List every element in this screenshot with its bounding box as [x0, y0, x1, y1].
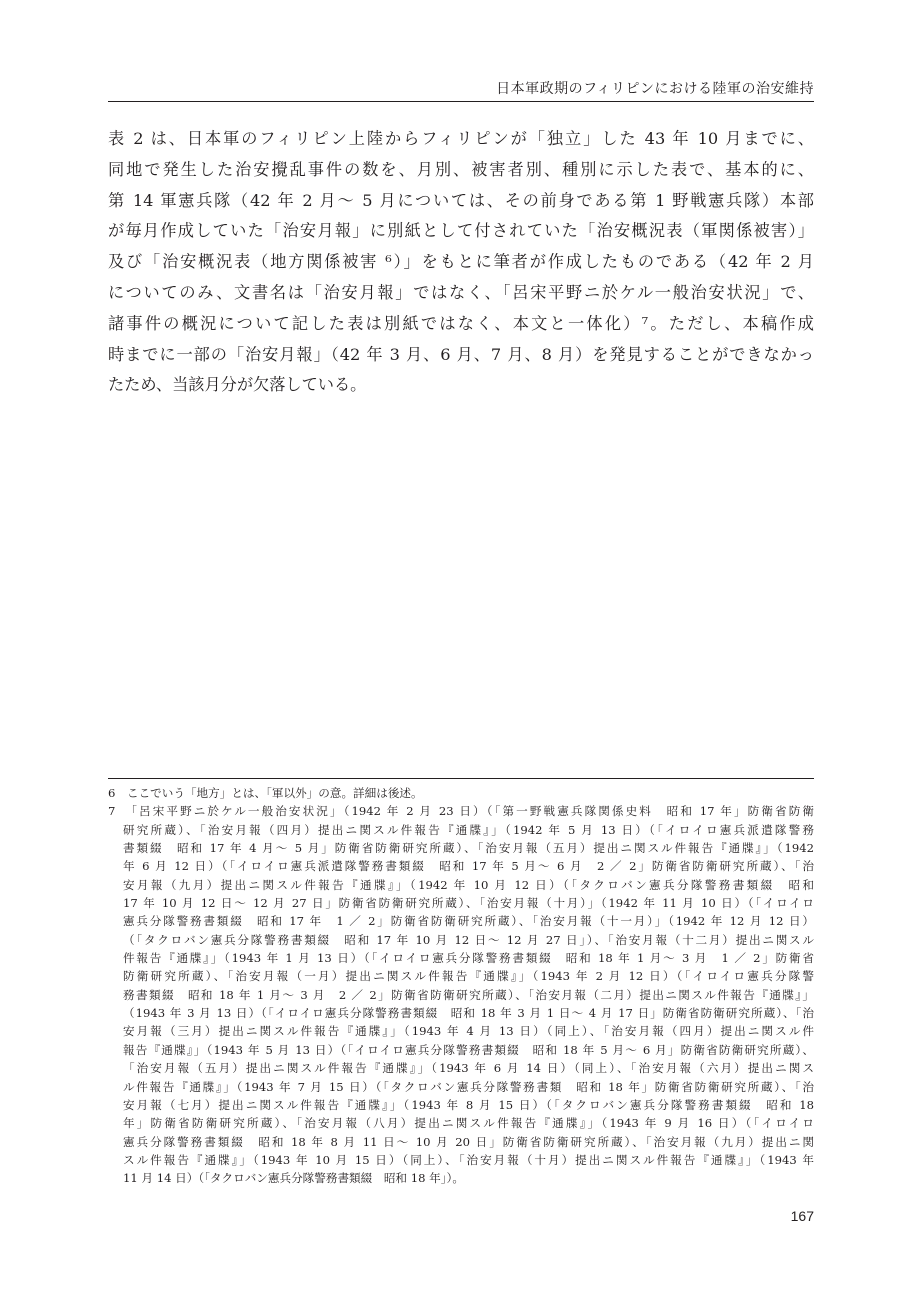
- footnote-line: （1943 年 3 月 13 日）（「イロイロ憲兵分隊警務書類綴 昭和 18 年 3 月 1 日～ 4 月 17 日」防衛省防衛研究所蔵）、「治: [123, 1006, 814, 1021]
- running-head: 日本軍政期のフィリピンにおける陸軍の治安維持: [496, 81, 814, 97]
- footnote-rule: [108, 778, 814, 779]
- footnote-line: 防衛研究所蔵）、「治安月報（一月）提出ニ関スル件報告『通牒』」（1943 年 2 月 12 日）（「イロイロ憲兵分隊警: [123, 969, 814, 984]
- footnote-line: 報告『通牒』」（1943 年 5 月 13 日）（「イロイロ憲兵分隊警務書類綴 昭和 18 年 5 月～ 6 月」防衛省防衛研究所蔵）、: [123, 1042, 814, 1057]
- footnote-line: 17 年 10 月 12 日～ 12 月 27 日」防衛省防衛研究所蔵）、「治安月報（十月）」（1942 年 11 月 10 日）（「イロイロ: [123, 896, 814, 911]
- footnotes: [108, 784, 814, 1188]
- footnote-7: 7 「呂宋平野ニ於ケル一般治安状況」（1942 年 2 月 23 日）（「第一野戦憲兵隊関係史料 昭和 17 年」防衛省防衛: [108, 804, 814, 819]
- footnote-line: 年 6 月 12 日）（「イロイロ憲兵派遣隊警務書類綴 昭和 17 年 5 月～ 6 月 2 ／ 2」防衛省防衛研究所蔵）、「治: [123, 859, 814, 874]
- footnote-line: 件報告『通牒』」（1943 年 1 月 13 日）（「イロイロ憲兵分隊警務書類綴 昭和 18 年 1 月～ 3 月 1 ／ 2」防衛省: [123, 951, 814, 966]
- body-paragraph: [108, 124, 814, 401]
- body-line: が毎月作成していた「治安月報」に別紙として付されていた「治安概況表（軍関係被害）」: [108, 221, 814, 241]
- header-rule: [108, 101, 814, 102]
- body-line: 第 14 軍憲兵隊（42 年 2 月～ 5 月については、その前身である第 1 野戦憲兵隊）本部: [108, 190, 814, 210]
- footnote-line: 研究所蔵）、「治安月報（四月）提出ニ関スル件報告『通牒』」（1942 年 5 月 13 日）（「イロイロ憲兵派遣隊警務: [123, 822, 814, 837]
- footnote-line: 務書類綴 昭和 18 年 1 月～ 3 月 2 ／ 2」防衛省防衛研究所蔵）、「治安月報（二月）提出ニ関スル件報告『通牒』」: [123, 987, 814, 1002]
- footnote-line: 憲兵分隊警務書類綴 昭和 17 年 1 ／ 2」防衛省防衛研究所蔵）、「治安月報（十一月）」（1942 年 12 月 12 日）: [123, 914, 814, 929]
- footnote-line: 書類綴 昭和 17 年 4 月～ 5 月」防衛省防衛研究所蔵）、「治安月報（五月）提出ニ関スル件報告『通牒』」（1942: [123, 841, 814, 856]
- body-line: 諸事件の概況について記した表は別紙ではなく、本文と一体化）⁷。ただし、本稿作成: [108, 313, 814, 333]
- page-number: 167: [790, 1208, 814, 1224]
- body-line: についてのみ、文書名は「治安月報」ではなく、「呂宋平野ニ於ケル一般治安状況」で、: [108, 282, 814, 302]
- footnote-line: 「治安月報（五月）提出ニ関スル件報告『通牒』」（1943 年 6 月 14 日）（同上）、「治安月報（六月）提出ニ関ス: [123, 1061, 814, 1076]
- footnote-line: 憲兵分隊警務書類綴 昭和 18 年 8 月 11 日～ 10 月 20 日」防衛省防衛研究所蔵）、「治安月報（九月）提出ニ関: [123, 1134, 814, 1149]
- footnote-line: 11 月 14 日）（「タクロバン憲兵分隊警務書類綴 昭和 18 年」）。: [123, 1171, 464, 1186]
- body-line: 時までに一部の「治安月報」（42 年 3 月、6 月、7 月、8 月）を発見することができなかっ: [108, 344, 814, 364]
- body-line: 及び「治安概況表（地方関係被害 ⁶）」をもとに筆者が作成したものである（42 年 2 月: [108, 252, 814, 272]
- footnote-line: 安月報（三月）提出ニ関スル件報告『通牒』」（1943 年 4 月 13 日）（同上）、「治安月報（四月）提出ニ関スル件: [123, 1024, 814, 1039]
- body-line: 表 2 は、日本軍のフィリピン上陸からフィリピンが「独立」した 43 年 10 月までに、: [108, 129, 814, 148]
- footnote-line: 安月報（七月）提出ニ関スル件報告『通牒』」（1943 年 8 月 15 日）（「タクロバン憲兵分隊警務書類綴 昭和 18: [123, 1097, 814, 1112]
- body-line: たため、当該月分が欠落している。: [108, 375, 367, 395]
- footnote-line: （「タクロバン憲兵分隊警務書類綴 昭和 17 年 10 月 12 日～ 12 月 27 日」）、「治安月報（十二月）提出ニ関スル: [123, 932, 814, 947]
- footnote-line: 安月報（九月）提出ニ関スル件報告『通牒』」（1942 年 10 月 12 日）（「タクロバン憲兵分隊警務書類綴 昭和: [123, 877, 814, 892]
- footnote-line: ル件報告『通牒』」（1943 年 7 月 15 日）（「タクロバン憲兵分隊警務書類 昭和 18 年」防衛省防衛研究所蔵）、「治: [123, 1079, 814, 1094]
- footnote-6: 6 ここでいう「地方」とは、「軍以外」の意。詳細は後述。: [108, 786, 423, 800]
- body-line: 同地で発生した治安攪乱事件の数を、月別、被害者別、種別に示した表で、基本的に、: [108, 159, 814, 179]
- footnote-line: スル件報告『通牒』」（1943 年 10 月 15 日）（同上）、「治安月報（十月）提出ニ関スル件報告『通牒』」（1943 年: [123, 1152, 814, 1167]
- footnote-line: 年」防衛省防衛研究所蔵）、「治安月報（八月）提出ニ関スル件報告『通牒』」（1943 年 9 月 16 日）（「イロイロ: [123, 1116, 814, 1131]
